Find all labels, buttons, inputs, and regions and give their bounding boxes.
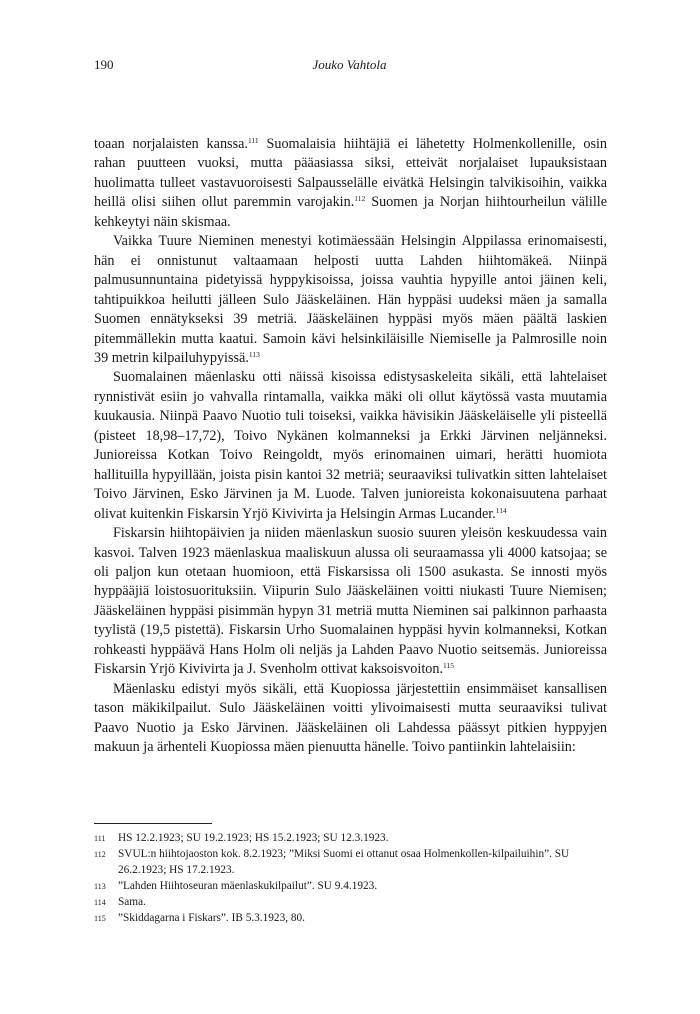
footnote-ref-114[interactable]: 114 — [495, 505, 507, 515]
paragraph-5 — [94, 680, 607, 758]
footnote-ref-113[interactable]: 113 — [248, 349, 260, 359]
body-text — [94, 135, 607, 758]
text-run: Suomalainen mäenlasku otti näissä kisoissa edistysaskeleita sikäli, että lahtelaiset rynnistivät esiin jo vahvalla rintamalla, vaikka mäki oli ollut käytössä vasta muutamia kuukausia. Niinpä Paavo Nuotio tuli toiseksi, vaikka hävisikin Jääskeläiselle yli pisteellä (pisteet 18,98–17,72), Toivo Nykänen kolmanneksi ja Erkki Järvinen neljänneksi. Junioreissa Kotkan Toivo Reingoldt, myös erinomainen uimari, herätti huomiota hallituilla hypyillään, joista pisin kantoi 32 metriä; seuraaviksi tulivatkin sitten lahtelaiset Toivo Järvinen, Esko Järvinen ja M. Luode. Talven junioreista kokonaisuutena parhaat olivat kuitenkin Fiskarsin Yrjö Kivivirta ja Helsingin Armas Lucander. — [94, 369, 607, 522]
footnote-number: 112 — [94, 849, 106, 859]
footnote-ref-112[interactable]: 112 — [354, 194, 366, 204]
footnote-ref-115[interactable]: 115 — [443, 661, 455, 671]
footnote-number: 111 — [94, 834, 106, 843]
footnote-text: SVUL:n hiihtojaoston kok. 8.2.1923; ”Miksi Suomi ei ottanut osaa Holmenkollen-kilpailuihin”. SU 26.2.1923; HS 17.2.1923. — [118, 847, 570, 876]
text-run: toaan norjalaisten kanssa. — [94, 136, 248, 152]
paragraph-1 — [94, 135, 607, 232]
text-run: Vaikka Tuure Nieminen menestyi kotimäessään Helsingin Alppilassa erinomaisesti, hän ei onnistunut valtaamaan helposti uutta Lahden hiihtomäkeä. Niinpä palmusunnuntaina pidetyissä hyppykisoissa, joissa vauhtia hypyille antoi jäinen keli, tahtipuikkoa heilutti jälleen Sulo Jääskeläinen. Hän hyppäsi uudeksi mäen ja samalla Suomen ennätykseksi 39 metriä. Jääskeläinen hyppäsi myös mäen päältä laskien pitemmällekin mutta kaatui. Samoin kävi helsinkiläisille Niemiselle ja Palmrosille noin 39 metrin kilpailuhypyissä. — [94, 233, 607, 366]
paragraph-2 — [94, 232, 607, 368]
paragraph-3 — [94, 368, 607, 524]
footnote-text: ”Lahden Hiihtoseuran mäenlaskukilpailut”. SU 9.4.1923. — [118, 879, 378, 892]
text-run: Mäenlasku edistyi myös sikäli, että Kuopiossa järjestettiin ensimmäiset kansallisen tason mäkikilpailut. Sulo Jääskeläinen voitti ylivoimaisesti mutta seuraaviksi tulivat Paavo Nuotio ja Esko Järvinen. Jääskeläinen oli Lahdessa päässyt pitkien hyppyjen makuun ja ärhenteli Kuopiossa mäen pienuutta hänelle. Toivo pantiinkin lahtelaisiin: — [94, 680, 607, 756]
footnote-number: 115 — [94, 913, 106, 923]
page-header — [94, 57, 605, 77]
footnote-number: 113 — [94, 881, 106, 891]
footnote-text: Sama. — [118, 895, 146, 908]
footnote-text: ”Skiddagarna i Fiskars”. IB 5.3.1923, 80. — [118, 911, 305, 924]
footnote-111 — [94, 831, 607, 847]
footnote-113 — [94, 879, 607, 895]
footnote-112 — [94, 847, 607, 879]
footnote-114 — [94, 895, 607, 911]
running-head-author: Jouko Vahtola — [312, 57, 387, 72]
footnote-text: HS 12.2.1923; SU 19.2.1923; HS 15.2.1923; SU 12.3.1923. — [118, 832, 389, 844]
footnote-ref-111[interactable]: 111 — [247, 136, 259, 145]
footnote-divider — [94, 823, 212, 824]
paragraph-4 — [94, 524, 607, 680]
text-run: Suomen ja Norjan hiihtourheilun välille kehkeytyi näin skismaa. — [94, 194, 607, 230]
page-number: 190 — [94, 57, 114, 72]
text-run: Fiskarsin hiihtopäivien ja niiden mäenlaskun suosio suuren yleisön keskuudessa vain kasvoi. Talven 1923 mäenlaskua maaliskuun alussa oli seuraamassa yli 4000 katsojaa; se oli paljon kun otetaan huomioon, että Fiskarsissa oli 1500 asukasta. Se innosti myös hyppääjiä loistosuorituksiin. Viipurin Sulo Jääskeläinen voitti niukasti Tuure Niemisen; Jääskeläinen hyppäsi pisimmän hypyn 31 metriä mutta Nieminen sai palkinnon parhaasta tyylistä (19,5 pistettä). Fiskarsin Urho Suomalainen hyppäsi hyvin kolmanneksi, Kotkan rohkeasti hyppäävä Hans Holm oli neljäs ja Lahden Paavo Nuotio seitsemäs. Junioreissa Fiskarsin Yrjö Kivivirta ja J. Svenholm ottivat kaksoisvoiton. — [94, 525, 607, 678]
text-run: Suomalaisia hiihtäjiä ei lähetetty Holmenkollenille, osin rahan puutteen vuoksi, mutta pääasiassa siksi, etteivät norjalaiset lupauksistaan huolimatta tulleet vastavuoroisesti Salpausselälle eivätkä Helsingin talvikisoihin, vaikka heillä olisi siihen ollut paremmin varojakin. — [94, 136, 608, 211]
footnote-number: 114 — [94, 897, 106, 907]
footnote-115 — [94, 911, 607, 927]
footnotes — [94, 831, 607, 926]
